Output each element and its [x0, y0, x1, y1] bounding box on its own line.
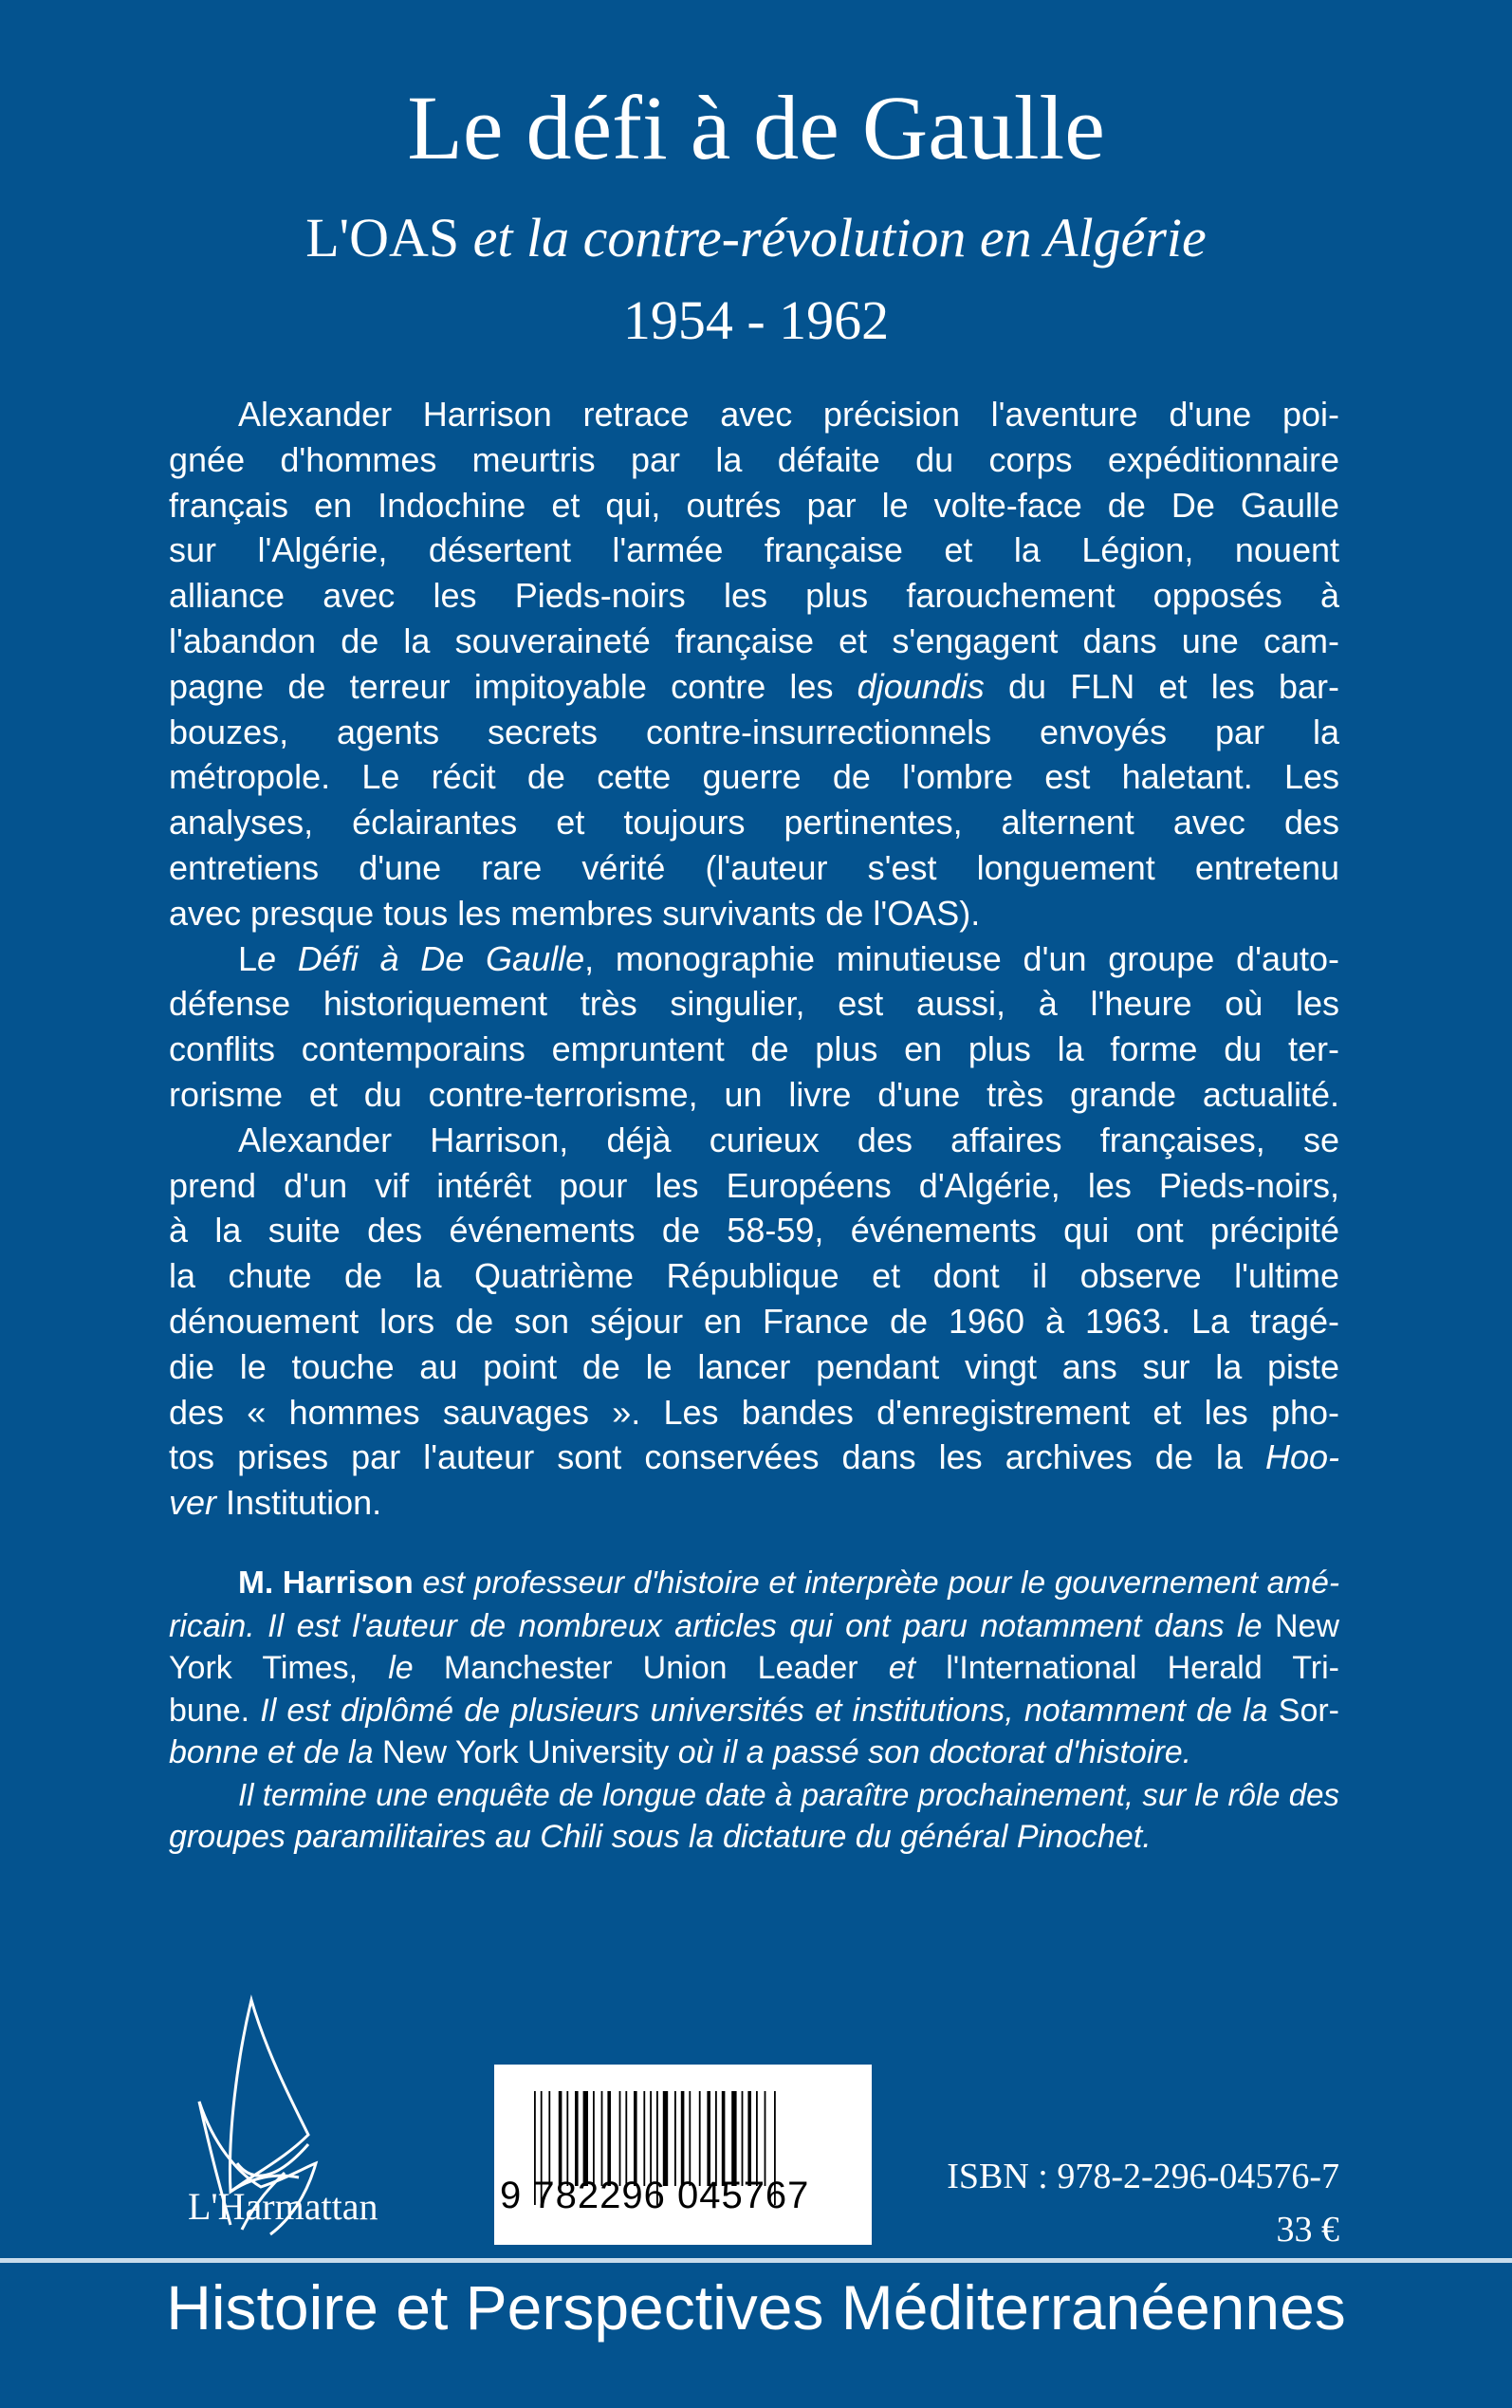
text-line [169, 619, 1339, 664]
text-line [169, 1027, 1339, 1072]
text-segment: Il est diplômé de plusieurs universités et institutions, notamment de la [260, 1692, 1268, 1729]
barcode-bar [593, 2091, 595, 2186]
text-segment: gnée d'hommes meurtris par la défaite du corps expéditionnaire [169, 439, 1339, 479]
text-segment: Alexander Harrison, déjà curieux des affaires françaises, se [238, 1120, 1339, 1159]
text-segment: analyses, éclairantes et toujours pertinentes, alternent avec des [169, 803, 1339, 843]
barcode-bar [650, 2091, 652, 2186]
barcode-bar [634, 2091, 637, 2186]
text-line [169, 1253, 1339, 1299]
text-line [169, 1774, 1339, 1817]
barcode-bar [601, 2091, 603, 2186]
text-segment: New [1262, 1607, 1339, 1644]
text-segment: alliance avec les Pieds-noirs les plus farouchement opposés à [169, 576, 1339, 616]
text-segment: sur l'Algérie, désertent l'armée française et la Légion, nouent [169, 530, 1339, 570]
text-segment: ricain. Il est l'auteur de nombreux articles qui ont paru notamment dans le [169, 1607, 1263, 1644]
barcode-bar [643, 2091, 645, 2186]
text-segment: entretiens d'une rare vérité (l'auteur s'est longuement entretenu [169, 847, 1339, 887]
text-segment: Sor- [1267, 1692, 1339, 1729]
text-segment: la chute de la Quatrième République et dont il observe l'ultime [169, 1256, 1339, 1296]
text-segment: . [372, 1483, 382, 1523]
text-line [169, 1208, 1339, 1253]
barcode-bar [663, 2091, 668, 2186]
text-segment: L [238, 938, 258, 978]
text-line [169, 1163, 1339, 1209]
text-line [169, 1605, 1339, 1648]
text-segment: York Times, [169, 1650, 389, 1686]
text-segment: Manchester Union Leader [413, 1650, 889, 1686]
barcode-bar [707, 2091, 710, 2186]
text-segment: conflits contemporains empruntent de plus en plus la forme du ter- [169, 1029, 1339, 1069]
text-segment: ver [169, 1483, 217, 1523]
text-segment: bonne et de la [169, 1734, 374, 1770]
text-segment: rorisme et du contre-terrorisme, un livre d'une très grande actualité. [169, 1074, 1339, 1114]
book-years: 1954 - 1962 [622, 289, 890, 351]
text-line [169, 1563, 1339, 1605]
barcode-bar [765, 2091, 766, 2186]
text-line [169, 437, 1339, 483]
text-line [169, 1299, 1339, 1344]
text-segment: métropole. Le récit de cette guerre de l'ombre est haletant. Les [169, 757, 1339, 797]
text-segment: où il a passé son doctorat d'histoire. [677, 1734, 1192, 1770]
text-line [169, 1344, 1339, 1390]
price: 33 € [1276, 2210, 1339, 2250]
text-segment: tos prises par l'auteur sont conservées dans les archives de la [169, 1437, 1265, 1477]
text-segment: le [388, 1650, 414, 1686]
text-line [169, 936, 1339, 982]
barcode-bar [566, 2091, 568, 2186]
text-line [169, 1435, 1339, 1480]
subtitle-rest: et la contre-révolution en Algérie [459, 207, 1207, 269]
series-name: Histoire et Perspectives Méditerranéennes [166, 2272, 1346, 2343]
text-line [169, 1816, 1339, 1859]
text-line [169, 528, 1339, 573]
barcode-bar [559, 2091, 562, 2186]
text-line [169, 845, 1339, 891]
barcode-bar [607, 2091, 611, 2186]
barcode-bar [756, 2091, 758, 2186]
text-segment: prend d'un vif intérêt pour les Européens d'Algérie, les Pieds-noirs, [169, 1165, 1339, 1205]
barcode-digits: 9 782296 045767 [500, 2175, 810, 2216]
text-line [169, 1480, 1339, 1526]
barcode-bar [674, 2091, 676, 2186]
barcode-bar [681, 2091, 685, 2186]
text-segment: Alexander Harrison retrace avec précision l'aventure d'une poi- [238, 395, 1339, 434]
barcode-bar [731, 2091, 736, 2186]
text-line [169, 1690, 1339, 1732]
text-segment: M. Harrison [238, 1565, 414, 1601]
barcode-bar [619, 2091, 621, 2186]
barcode-bar [575, 2091, 579, 2186]
text-segment: bouzes, agents secrets contre-insurrectionnels envoyés par la [169, 712, 1339, 751]
text-segment: bune. [169, 1692, 261, 1729]
text-segment: français en Indochine et qui, outrés par le volte-face de De Gaulle [169, 485, 1339, 525]
barcode [494, 2065, 872, 2245]
text-segment: djoundis [857, 666, 985, 706]
text-segment: pagne de terreur impitoyable contre les [169, 666, 857, 706]
text-segment: Hoo- [1264, 1437, 1339, 1477]
barcode-bar [722, 2091, 726, 2186]
book-title: Le défi à de Gaulle [407, 77, 1105, 178]
barcode-bar [747, 2091, 751, 2186]
text-line [169, 573, 1339, 619]
barcode-bar [548, 2091, 550, 2186]
text-line [169, 483, 1339, 528]
barcode-bar [742, 2091, 744, 2186]
text-segment: Institution [216, 1483, 373, 1523]
barcode-bar [699, 2091, 701, 2186]
isbn: ISBN : 978-2-296-04576-7 [947, 2157, 1339, 2196]
text-line [169, 1647, 1339, 1690]
text-line [169, 1118, 1339, 1163]
text-segment: des « hommes sauvages ». Les bandes d'enregistrement et les pho- [169, 1392, 1339, 1432]
text-line [169, 1072, 1339, 1118]
barcode-bar [583, 2091, 588, 2186]
text-line [169, 710, 1339, 755]
text-segment: est professeur d'histoire et interprète pour le gouvernement amé- [413, 1565, 1339, 1601]
subtitle-oas: L'OAS [305, 207, 460, 269]
author-bio [169, 1563, 1339, 1859]
text-segment: à la suite des événements de 58-59, événements qui ont précipité [169, 1211, 1339, 1250]
summary-text [169, 392, 1339, 1526]
barcode-bar [715, 2091, 717, 2186]
text-line [169, 1390, 1339, 1436]
text-segment: du FLN et les bar- [984, 666, 1339, 706]
text-line [169, 800, 1339, 845]
text-segment: l'International Herald Tri- [915, 1650, 1339, 1686]
text-segment: l'abandon de la souveraineté française et s'engagent dans une cam- [169, 621, 1339, 660]
text-line [169, 664, 1339, 710]
divider [0, 2258, 1512, 2263]
text-segment: dénouement lors de son séjour en France de 1960 à 1963. La tragé- [169, 1301, 1339, 1341]
text-line [169, 981, 1339, 1027]
text-line [169, 891, 1339, 936]
text-segment: , monographie minutieuse d'un groupe d'auto- [584, 938, 1339, 978]
book-subtitle [0, 207, 1512, 269]
text-segment: e Défi à De Gaulle [257, 938, 585, 978]
text-segment: New York University [373, 1734, 678, 1770]
text-line [169, 754, 1339, 800]
barcode-bar [689, 2091, 691, 2186]
text-segment: die le touche au point de le lancer pendant vingt ans sur la piste [169, 1346, 1339, 1386]
barcode-bar [625, 2091, 627, 2186]
text-segment: avec presque tous les membres survivants de l'OAS). [169, 893, 981, 933]
text-segment: et [888, 1650, 916, 1686]
text-line [169, 392, 1339, 437]
text-line [169, 1732, 1339, 1774]
text-segment: Il termine une enquête de longue date à paraître prochainement, sur le rôle des [238, 1776, 1339, 1812]
text-segment: groupes paramilitaires au Chili sous la dictature du général Pinochet. [169, 1819, 1152, 1855]
publisher-logo-text: L'Harmattan [188, 2185, 378, 2228]
text-segment: défense historiquement très singulier, est aussi, à l'heure où les [169, 984, 1339, 1024]
